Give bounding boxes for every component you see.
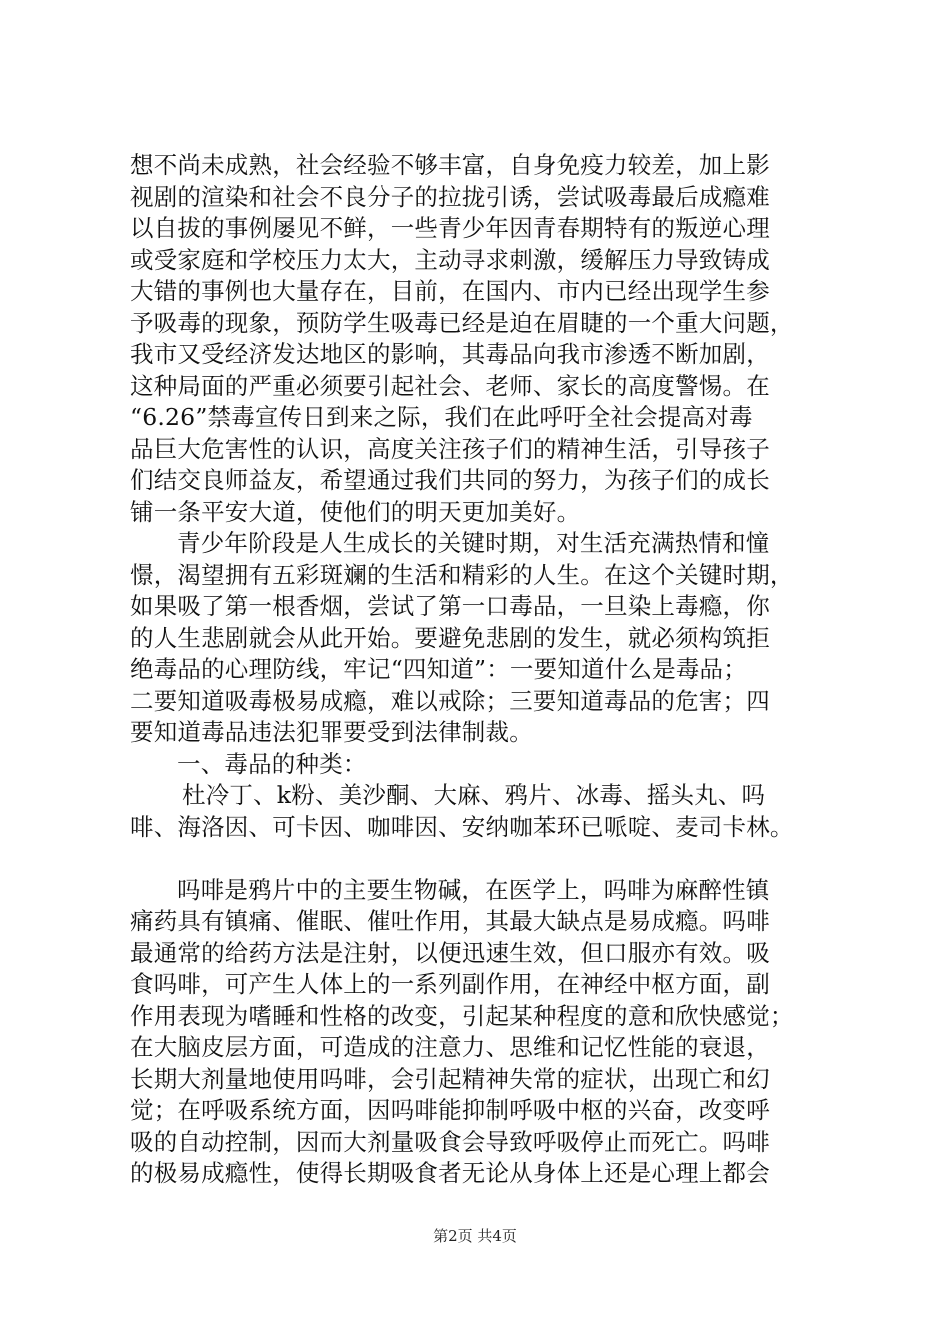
text-line: 在大脑皮层方面，可造成的注意力、思维和记忆性能的衰退， — [130, 1033, 770, 1061]
paragraph-youth — [130, 528, 830, 749]
text-line: 想不尚未成熟，社会经验不够丰富，自身免疫力较差，加上影 — [130, 151, 770, 179]
text-line: 二要知道吸毒极易成瘾，难以戒除；三要知道毒品的危害；四 — [130, 686, 770, 715]
text-line: 品巨大危害性的认识，高度关注孩子们的精神生活，引导孩子 — [130, 434, 770, 463]
page-number-footer: 第2页 共4页 — [433, 1227, 517, 1245]
text-line: 青少年阶段是人生成长的关键时期，对生活充满热情和憧 — [177, 529, 770, 557]
text-line: 予吸毒的现象，预防学生吸毒已经是迫在眉睫的一个重大问题， — [130, 308, 794, 337]
paragraph-continuation — [130, 150, 830, 528]
text-line: 食吗啡，可产生人体上的一系列副作用，在神经中枢方面，副 — [130, 970, 770, 998]
text-line: 长期大剂量地使用吗啡，会引起精神失常的症状，出现亡和幻 — [130, 1064, 770, 1093]
text-line: 的极易成瘾性，使得长期吸食者无论从身体上还是心理上都会 — [130, 1159, 770, 1187]
text-line: 我市又受经济发达地区的影响，其毒品向我市渗透不断加剧， — [130, 340, 770, 368]
text-line: 大错的事例也大量存在，目前，在国内、市内已经出现学生参 — [130, 277, 770, 305]
text-line: 的人生悲剧就会从此开始。要避免悲剧的发生，就必须构筑拒 — [130, 623, 770, 652]
text-line: 绝毒品的心理防线，牢记“四知道”：一要知道什么是毒品； — [130, 655, 747, 683]
text-line: 吸的自动控制，因而大剂量吸食会导致呼吸停止而死亡。吗啡 — [130, 1127, 770, 1156]
drug-list — [130, 780, 830, 843]
text-line: 吗啡是鸦片中的主要生物碱，在医学上，吗啡为麻醉性镇 — [177, 875, 770, 904]
text-line: 啡、海洛因、可卡因、咖啡因、安纳咖苯环已哌啶、麦司卡林。 — [130, 812, 794, 841]
text-line: 铺一条平安大道，使他们的明天更加美好。 — [130, 497, 581, 526]
text-line: 或受家庭和学校压力太大，主动寻求刺激，缓解压力导致铸成 — [130, 245, 770, 274]
paragraph-morphine — [130, 875, 830, 1190]
text-line: 如果吸了第一根香烟，尝试了第一口毒品，一旦染上毒瘾，你 — [130, 592, 770, 620]
blank-line — [130, 843, 830, 875]
text-line: 们结交良师益友，希望通过我们共同的努力，为孩子们的成长 — [130, 466, 770, 494]
text-line: 要知道毒品违法犯罪要受到法律制裁。 — [130, 718, 533, 746]
section-heading: 一、毒品的种类： — [177, 749, 367, 778]
document-body — [130, 150, 830, 1190]
text-line: 杜冷丁、k粉、美沙酮、大麻、鸦片、冰毒、摇头丸、吗 — [182, 781, 766, 809]
text-line: 觉；在呼吸系统方面，因吗啡能抑制呼吸中枢的兴奋，改变呼 — [130, 1096, 770, 1124]
text-line: 视剧的渲染和社会不良分子的拉拢引诱，尝试吸毒最后成瘾难 — [130, 182, 770, 211]
text-line: 痛药具有镇痛、催眠、催吐作用，其最大缺点是易成瘾。吗啡 — [130, 907, 770, 935]
text-line: 以自拔的事例屡见不鲜，一些青少年因青春期特有的叛逆心理 — [130, 214, 770, 242]
text-line: 最通常的给药方法是注射，以便迅速生效，但口服亦有效。吸 — [130, 938, 770, 967]
text-line: “6.26”禁毒宣传日到来之际，我们在此呼吁全社会提高对毒 — [130, 403, 753, 431]
text-line: 作用表现为嗜睡和性格的改变，引起某种程度的意和欣快感觉； — [130, 1001, 794, 1030]
text-line: 憬，渴望拥有五彩斑斓的生活和精彩的人生。在这个关键时期， — [130, 560, 794, 589]
text-line: 这种局面的严重必须要引起社会、老师、家长的高度警惕。在 — [130, 371, 770, 400]
